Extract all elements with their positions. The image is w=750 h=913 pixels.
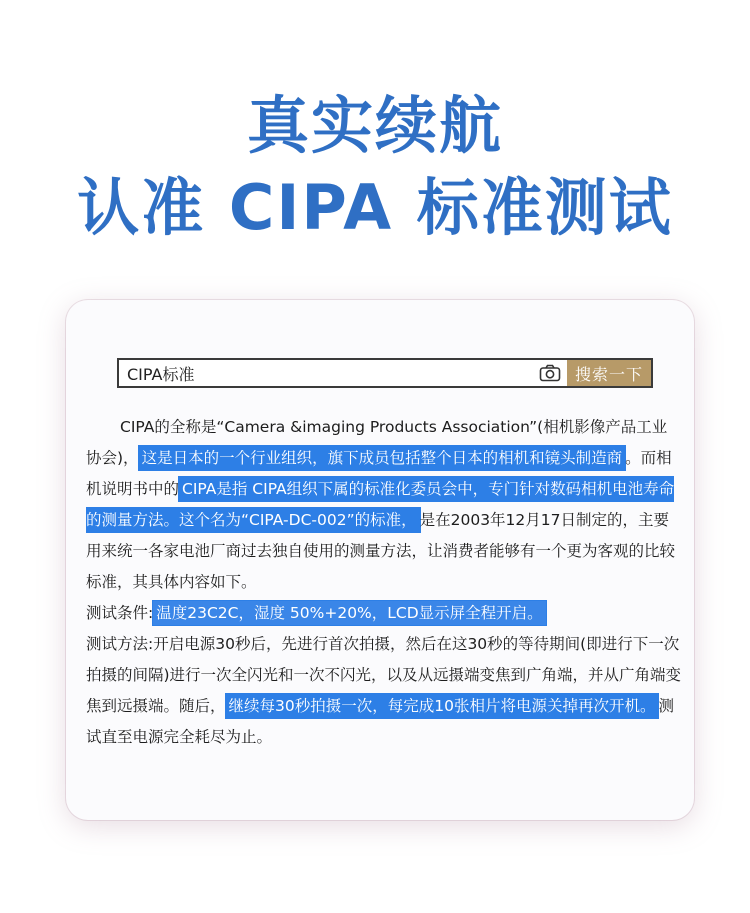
highlight-1: 这是日本的一个行业组织，旗下成员包括整个日本的相机和镜头制造商: [139, 446, 626, 470]
search-input[interactable]: CIPA标准: [127, 364, 195, 384]
method-text-1: 测试方法:开启电源30秒后，先进行首次拍摄，然后在这30秒的等待期间(即进行下一次拍摄的间隔)进行一次全闪光和一次不闪光，以及从远摄端变焦到广角端，并从广角端变焦到远摄端。随后，: [86, 635, 682, 715]
highlight-method: 继续每30秒拍摄一次，每完成10张相片将电源关掉再次开机。: [226, 694, 659, 718]
method-text-2: 测试直至电源完全耗尽为止。: [86, 697, 674, 746]
headline-line-2: 认准 CIPA 标准测试: [77, 171, 673, 244]
intro-text-1: CIPA的全称是“Camera &imaging Products Association”(相机影像产品工业协会)，: [86, 418, 668, 467]
paragraph-method: [86, 629, 682, 753]
search-button[interactable]: 搜索一下: [567, 360, 651, 386]
conditions-label: 测试条件:: [86, 604, 154, 622]
intro-text-3: 是在2003年12月17日制定的，主要用来统一各家电池厂商过去独自使用的测量方法，让消费者能够有一个更为客观的比较标准，其具体内容如下。: [86, 511, 676, 591]
content-card: [66, 300, 694, 820]
paragraph-intro: [86, 412, 682, 598]
intro-text-2: 。而相机说明书中的: [86, 449, 672, 498]
highlight-conditions: 温度23C2C，湿度 50%+20%，LCD显示屏全程开启。: [153, 601, 545, 625]
highlight-2: CIPA是指 CIPA组织下属的标准化委员会中，专门针对数码相机电池寿命的测量方法。这个名为“CIPA-DC-002”的标准，: [86, 477, 674, 532]
camera-icon[interactable]: [533, 360, 567, 386]
article-text: [86, 412, 682, 753]
headline-line-1: 真实续航: [246, 89, 503, 162]
paragraph-conditions: [86, 598, 682, 629]
search-bar: [117, 358, 653, 388]
